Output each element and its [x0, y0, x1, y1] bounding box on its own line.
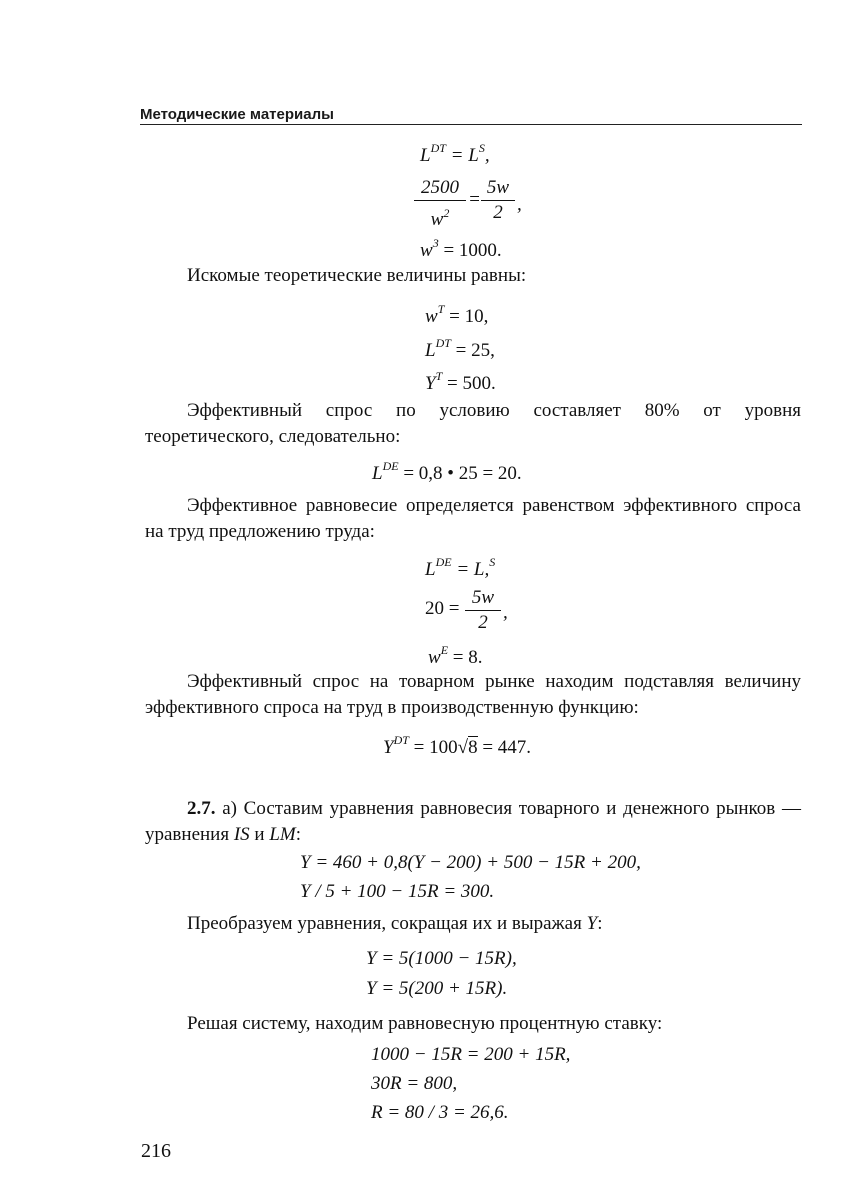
equation-y-from-is: Y = 5(1000 − 15R), — [366, 948, 517, 969]
equation-ydt: $Y^{DT} = 100√8 = 447$. — [383, 733, 532, 758]
equation-ldt-equals-ls: $L^{DT} = L^S$, — [420, 141, 490, 166]
paragraph-theoretical-values: Искомые теоретические величины равны: — [187, 265, 527, 286]
fraction-5w-over-2: $\frac{5w}{2}$ — [481, 176, 515, 225]
equation-20-equals: 20 = — [425, 598, 460, 619]
comma: , — [503, 602, 508, 623]
page-number: 216 — [141, 1140, 171, 1162]
equation-wt: $w^T = 10$, — [425, 302, 489, 327]
paragraph-goods-market: Эффективный спрос на товарном рынке находим подставляя величину эффективного спроса на труд в производственную функцию: — [145, 671, 801, 718]
paragraph-problem-2-7: 2.7. а) Составим уравнения равновесия товарного и денежного рынков — уравнения IS и LM: — [145, 798, 801, 845]
paragraph-transform: Преобразуем уравнения, сокращая их и выражая Y: — [187, 913, 603, 934]
equation-we: $w^E = 8$. — [428, 643, 483, 668]
equation-solve-2: 30R = 800, — [371, 1073, 458, 1094]
paragraph-solve-system: Решая систему, находим равновесную процентную ставку: — [187, 1013, 663, 1034]
equation-lm-curve: Y / 5 + 100 − 15R = 300. — [300, 881, 495, 902]
paragraph-effective-demand: Эффективный спрос по условию составляет 80% от уровня теоретического, следовательно: — [145, 400, 801, 447]
running-title: Методические материалы — [140, 106, 334, 123]
equation-solve-3: R = 80 / 3 = 26,6. — [371, 1102, 509, 1123]
equals-sign: = — [468, 189, 481, 210]
equation-y-from-lm: Y = 5(200 + 15R). — [366, 978, 508, 999]
comma: , — [517, 194, 522, 215]
square-root-radicand: 8 — [468, 737, 478, 758]
paragraph-effective-equilibrium: Эффективное равновесие определяется равенством эффективного спроса на труд предложению труда: — [145, 495, 801, 542]
equation-lde-equals-ls: LDE = L,$^S$ — [425, 555, 496, 580]
equation-w3: $w^3 = 1000$. — [420, 236, 502, 261]
equation-solve-1: 1000 − 15R = 200 + 15R, — [371, 1044, 571, 1065]
header-rule — [140, 124, 802, 125]
fraction-5w-over-2-second: $\frac{5w}{2}$ — [465, 586, 501, 635]
equation-lde: LDE = 0,8 • 25 = 20. — [372, 459, 522, 484]
equation-ldt: $L^{DT} = 25$, — [425, 336, 495, 361]
fraction-2500-over-w2: $\frac{2500}{w^2}$ — [414, 176, 466, 232]
problem-number: 2.7. — [187, 798, 216, 819]
equation-yt: $Y^T = 500$. — [425, 369, 496, 394]
equation-is-curve: Y = 460 + 0,8(Y − 200) + 500 − 15R + 200, — [300, 852, 641, 873]
